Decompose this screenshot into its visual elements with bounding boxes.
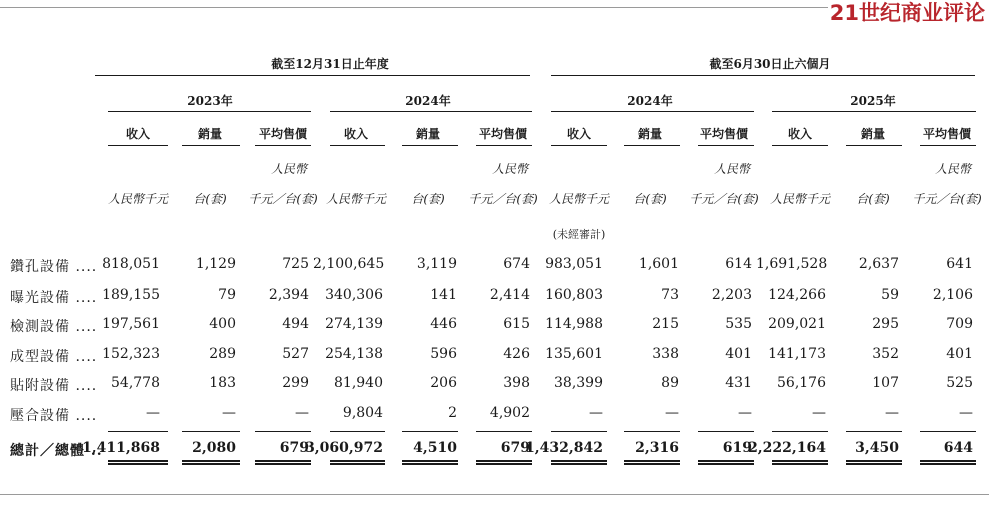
table-cell: 160,803: [545, 287, 603, 303]
table-cell: 107: [872, 375, 899, 391]
unit-volume: 台(套): [856, 192, 890, 206]
table-cell: 1,601: [638, 256, 679, 272]
table-cell: 338: [652, 346, 679, 362]
table-cell: 494: [282, 316, 309, 332]
subtotal-rule: [330, 431, 385, 432]
column-header: 收入: [343, 127, 369, 141]
table-cell: —: [738, 405, 752, 421]
total-cell: 2,080: [192, 440, 236, 456]
table-cell: 56,176: [777, 375, 826, 391]
table-cell: 431: [725, 375, 752, 391]
table-cell: 215: [652, 316, 679, 332]
total-cell: 2,222,164: [748, 440, 826, 456]
subtotal-rule: [182, 431, 240, 432]
table-cell: 9,804: [342, 405, 383, 421]
row-label: 壓合設備 ....: [10, 408, 98, 424]
table-cell: —: [959, 405, 973, 421]
table-cell: 197,561: [102, 316, 160, 332]
column-header-rule: [330, 145, 385, 146]
total-double-rule: [255, 460, 311, 465]
table-cell: 614: [725, 256, 752, 272]
top-rule: [0, 7, 828, 8]
unit-avg-price-2: 千元／台(套): [689, 192, 759, 206]
table-cell: 674: [503, 256, 530, 272]
column-header: 平均售價: [699, 127, 749, 141]
table-cell: 141: [430, 287, 457, 303]
table-cell: 89: [661, 375, 679, 391]
unit-revenue: 人民幣千元: [769, 192, 831, 206]
row-label: 曝光設備 ....: [10, 290, 98, 306]
unit-volume: 台(套): [193, 192, 227, 206]
total-label: 總計／總體 ..: [10, 443, 103, 459]
table-cell: 299: [282, 375, 309, 391]
total-double-rule: [402, 460, 458, 465]
subtotal-rule: [698, 431, 754, 432]
year-heading: 2024年: [405, 94, 451, 108]
table-cell: 2,106: [932, 287, 973, 303]
table-cell: 446: [430, 316, 457, 332]
table-cell: 81,940: [334, 375, 383, 391]
table-cell: 401: [725, 346, 752, 362]
total-cell: 679: [279, 440, 309, 456]
total-cell: 2,316: [635, 440, 679, 456]
subtotal-rule: [108, 431, 168, 432]
table-cell: 295: [872, 316, 899, 332]
column-header-rule: [255, 145, 311, 146]
column-header: 平均售價: [478, 127, 528, 141]
column-header: 收入: [125, 127, 151, 141]
total-double-rule: [551, 460, 607, 465]
table-cell: 615: [503, 316, 530, 332]
table-cell: 2,203: [711, 287, 752, 303]
brand-logo: 21世纪商业评论: [829, 1, 985, 25]
row-label: 檢測設備 ....: [10, 319, 98, 335]
table-cell: 2,414: [489, 287, 530, 303]
unaudited-note: (未經審計): [552, 228, 606, 241]
period-rule: [95, 75, 530, 76]
table-cell: 135,601: [545, 346, 603, 362]
row-label: 成型設備 ....: [10, 349, 98, 365]
year-heading: 2025年: [850, 94, 896, 108]
unit-volume: 台(套): [633, 192, 667, 206]
total-double-rule: [698, 460, 754, 465]
period-rule: [551, 75, 975, 76]
period-title: 截至12月31日止年度: [271, 57, 389, 71]
year-rule: [108, 111, 311, 112]
subtotal-rule: [476, 431, 532, 432]
table-cell: 426: [503, 346, 530, 362]
year-heading: 2023年: [187, 94, 233, 108]
table-cell: 398: [503, 375, 530, 391]
table-cell: 401: [946, 346, 973, 362]
total-double-rule: [182, 460, 240, 465]
column-header-rule: [108, 145, 168, 146]
unit-revenue: 人民幣千元: [548, 192, 610, 206]
total-cell: 1,411,868: [82, 440, 160, 456]
column-header: 平均售價: [922, 127, 972, 141]
period-title: 截至6月30日止六個月: [709, 57, 831, 71]
subtotal-rule: [551, 431, 607, 432]
column-header: 銷量: [415, 127, 441, 141]
table-cell: —: [146, 405, 160, 421]
table-cell: 641: [946, 256, 973, 272]
table-cell: 124,266: [768, 287, 826, 303]
total-double-rule: [476, 460, 532, 465]
table-cell: —: [295, 405, 309, 421]
total-double-rule: [108, 460, 168, 465]
table-cell: 189,155: [102, 287, 160, 303]
total-cell: 1,432,842: [525, 440, 603, 456]
total-double-rule: [772, 460, 828, 465]
total-double-rule: [920, 460, 976, 465]
column-header-rule: [182, 145, 240, 146]
table-cell: 206: [430, 375, 457, 391]
column-header-rule: [846, 145, 902, 146]
table-cell: 818,051: [102, 256, 160, 272]
total-cell: 644: [943, 440, 973, 456]
unit-avg-price-1: 人民幣: [492, 162, 529, 176]
table-cell: 274,139: [325, 316, 383, 332]
total-cell: 3,060,972: [305, 440, 383, 456]
column-header: 銷量: [197, 127, 223, 141]
row-label: 貼附設備 ....: [10, 378, 98, 394]
table-cell: 289: [209, 346, 236, 362]
column-header: 收入: [787, 127, 813, 141]
unit-avg-price-1: 人民幣: [935, 162, 972, 176]
table-cell: —: [885, 405, 899, 421]
table-cell: 535: [725, 316, 752, 332]
table-cell: —: [222, 405, 236, 421]
table-cell: 352: [872, 346, 899, 362]
row-label: 鑽孔設備 ....: [10, 259, 98, 275]
table-cell: 152,323: [102, 346, 160, 362]
column-header: 銷量: [860, 127, 886, 141]
table-cell: 54,778: [111, 375, 160, 391]
total-double-rule: [330, 460, 385, 465]
column-header-rule: [402, 145, 458, 146]
total-cell: 679: [500, 440, 530, 456]
table-cell: 4,902: [489, 405, 530, 421]
unit-revenue: 人民幣千元: [107, 192, 169, 206]
unit-revenue: 人民幣千元: [325, 192, 387, 206]
unit-avg-price-2: 千元／台(套): [468, 192, 538, 206]
column-header-rule: [698, 145, 754, 146]
unit-avg-price-2: 千元／台(套): [248, 192, 318, 206]
table-cell: —: [589, 405, 603, 421]
table-cell: 73: [661, 287, 679, 303]
unit-avg-price-1: 人民幣: [271, 162, 308, 176]
column-header-rule: [624, 145, 680, 146]
column-header-rule: [551, 145, 607, 146]
column-header-rule: [920, 145, 976, 146]
table-cell: 2,637: [858, 256, 899, 272]
unit-avg-price-2: 千元／台(套): [912, 192, 982, 206]
total-cell: 619: [722, 440, 752, 456]
unit-volume: 台(套): [411, 192, 445, 206]
subtotal-rule: [624, 431, 680, 432]
subtotal-rule: [402, 431, 458, 432]
column-header-rule: [772, 145, 828, 146]
table-cell: 2,100,645: [313, 256, 385, 272]
subtotal-rule: [772, 431, 828, 432]
table-cell: 183: [209, 375, 236, 391]
table-cell: —: [665, 405, 679, 421]
table-cell: 3,119: [416, 256, 457, 272]
table-cell: 725: [282, 256, 309, 272]
table-cell: 59: [881, 287, 899, 303]
table-cell: 340,306: [325, 287, 383, 303]
year-rule: [551, 111, 754, 112]
year-rule: [772, 111, 976, 112]
table-cell: 38,399: [554, 375, 603, 391]
table-cell: 709: [946, 316, 973, 332]
table-cell: 525: [946, 375, 973, 391]
subtotal-rule: [846, 431, 902, 432]
table-cell: 209,021: [768, 316, 826, 332]
column-header: 平均售價: [258, 127, 308, 141]
total-cell: 3,450: [855, 440, 899, 456]
column-header: 收入: [566, 127, 592, 141]
table-cell: —: [812, 405, 826, 421]
year-rule: [330, 111, 532, 112]
table-cell: 254,138: [325, 346, 383, 362]
column-header-rule: [476, 145, 532, 146]
total-cell: 4,510: [413, 440, 457, 456]
unit-avg-price-1: 人民幣: [714, 162, 751, 176]
table-cell: 596: [430, 346, 457, 362]
year-heading: 2024年: [627, 94, 673, 108]
bottom-rule: [0, 494, 989, 495]
table-cell: 983,051: [545, 256, 603, 272]
subtotal-rule: [920, 431, 976, 432]
table-cell: 79: [218, 287, 236, 303]
column-header: 銷量: [637, 127, 663, 141]
table-cell: 1,691,528: [756, 256, 828, 272]
table-cell: 2,394: [268, 287, 309, 303]
table-cell: 1,129: [195, 256, 236, 272]
total-double-rule: [624, 460, 680, 465]
table-cell: 400: [209, 316, 236, 332]
subtotal-rule: [255, 431, 311, 432]
table-cell: 141,173: [768, 346, 826, 362]
table-cell: 527: [282, 346, 309, 362]
table-cell: 114,988: [545, 316, 603, 332]
table-cell: 2: [448, 405, 457, 421]
total-double-rule: [846, 460, 902, 465]
